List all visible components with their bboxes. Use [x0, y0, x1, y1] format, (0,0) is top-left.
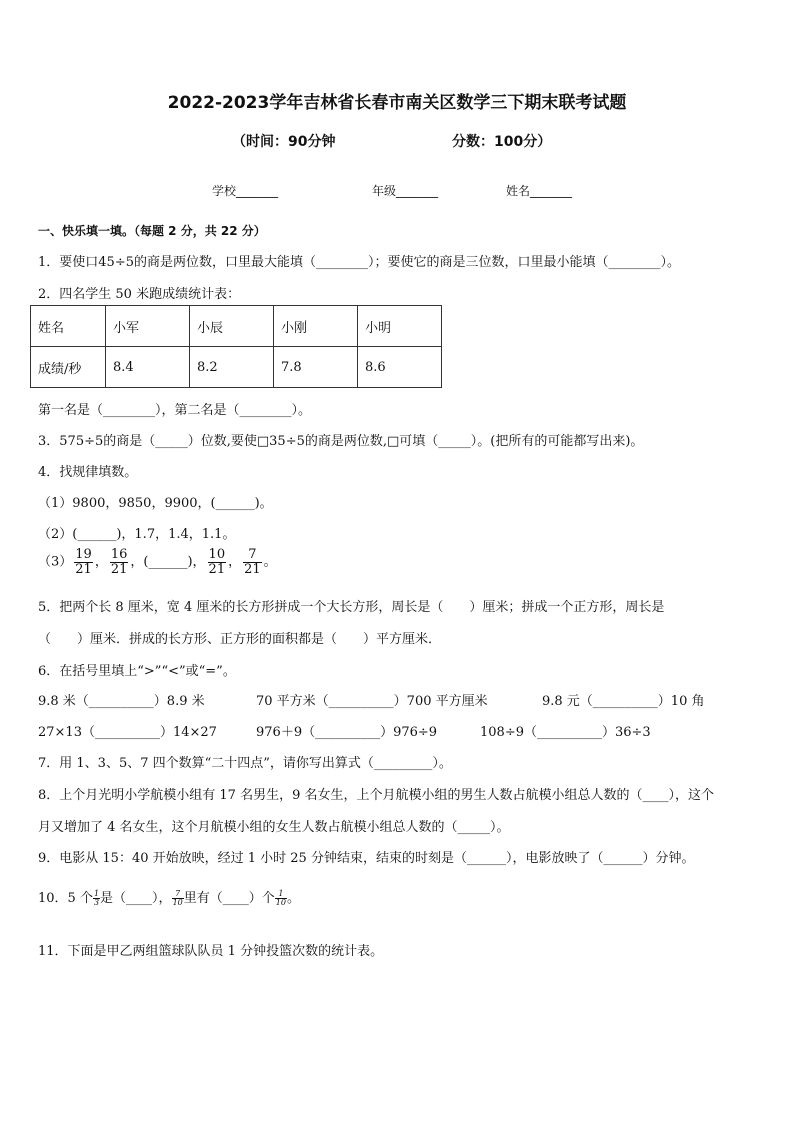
- question-8: 8．上个月光明小学航模小组有 17 名男生，9 名女生，上个月航模小组的男生人数占航模小组总人数的（____），这个: [38, 788, 714, 803]
- name-field[interactable]: 姓名_______: [506, 184, 573, 198]
- table-row: [31, 347, 442, 388]
- table-cell: 小刚: [274, 306, 358, 347]
- compare-item: 70 平方米（__________）700 平方厘米: [256, 694, 488, 709]
- question-7: 7．用 1、3、5、7 四个数算“二十四点”，请你写出算式（_________）。: [38, 756, 452, 771]
- table-cell: 小明: [358, 306, 442, 347]
- fraction: $\frac{1}{3}$: [93, 889, 100, 907]
- question-2-answer: 第一名是（________），第二名是（________）。: [38, 403, 312, 418]
- table-cell: 成绩/秒: [31, 347, 106, 388]
- table-cell: 姓名: [31, 306, 106, 347]
- question-2: 2．四名学生 50 米跑成绩统计表：: [38, 287, 241, 302]
- table-cell: 小辰: [190, 306, 274, 347]
- question-5-cont: （ ）厘米．拼成的长方形、正方形的面积都是（ ）平方厘米．: [38, 632, 442, 647]
- compare-item: 976＋9（__________）976÷9: [256, 725, 438, 740]
- question-9: 9．电影从 15：40 开始放映，经过 1 小时 25 分钟结束，结束的时刻是（______），电影放映了（______）分钟。: [38, 851, 695, 866]
- score-table: [30, 305, 442, 388]
- question-1: 1．要使口45÷5的商是两位数，口里最大能填（________）；要使它的商是三位数，口里最小能填（________）。: [38, 255, 680, 270]
- answer-blank: ，(______)，: [130, 554, 206, 570]
- page-title: 2022-2023学年吉林省长春市南关区数学三下期末联考试题: [167, 93, 627, 113]
- question-4: 4．找规律填数。: [38, 465, 138, 480]
- question-3: 3．575÷5的商是（_____）位数,要使□35÷5的商是两位数,□可填（_____）。(把所有的可能都写出来)。: [38, 434, 644, 449]
- part-label: （3）: [38, 554, 73, 570]
- question-4-part-1: （1）9800，9850，9900，(______)。: [38, 496, 273, 511]
- fraction: $\frac{19}{21}$: [75, 547, 92, 577]
- compare-item: 9.8 元（__________）10 角: [542, 694, 705, 709]
- question-4-part-2: （2）(______)，1.7，1.4，1.1。: [38, 527, 236, 542]
- question-4-part-3: （3） $\frac{19}{21}$ ， $\frac{16}{21}$ ，(______)， $\frac{10}{21}$ ， $\frac{7}{21}$ 。: [38, 547, 277, 577]
- question-11: 11．下面是甲乙两组篮球队队员 1 分钟投篮次数的统计表。: [38, 944, 384, 959]
- table-cell: 小军: [106, 306, 190, 347]
- question-5: 5．把两个长 8 厘米，宽 4 厘米的长方形拼成一个大长方形，周长是（ ）厘米；拼成一个正方形，周长是: [38, 600, 665, 615]
- table-cell: 8.2: [190, 347, 274, 388]
- question-8-cont: 月又增加了 4 名女生，这个月航模小组的女生人数占航模小组总人数的（_____）。: [38, 820, 510, 835]
- exam-score: 分数：100分）: [452, 134, 552, 150]
- compare-item: 9.8 米（__________）8.9 米: [38, 694, 205, 709]
- grade-field[interactable]: 年级_______: [372, 184, 439, 198]
- fraction: $\frac{7}{10}$: [172, 889, 183, 907]
- fraction: $\frac{16}{21}$: [110, 547, 128, 577]
- school-field[interactable]: 学校_______: [212, 184, 279, 198]
- exam-time: （时间：90分钟: [232, 134, 336, 150]
- compare-item: 27×13（__________）14×27: [38, 725, 217, 740]
- fraction: $\frac{7}{21}$: [244, 547, 261, 577]
- compare-item: 108÷9（__________）36÷3: [480, 725, 651, 740]
- question-6: 6．在括号里填上“>”“<”或“=”。: [38, 664, 236, 679]
- table-cell: 7.8: [274, 347, 358, 388]
- table-row: [31, 306, 442, 347]
- table-cell: 8.6: [358, 347, 442, 388]
- fraction: $\frac{1}{10}$: [275, 889, 286, 907]
- section-heading: 一、快乐填一填。（每题 2 分，共 22 分）: [38, 224, 266, 238]
- question-10: 10．5 个 $\frac{1}{3}$ 是（____）， $\frac{7}{10}$ 里有（____）个 $\frac{1}{10}$ 。: [38, 889, 300, 907]
- fraction: $\frac{10}{21}$: [208, 547, 226, 577]
- table-cell: 8.4: [106, 347, 190, 388]
